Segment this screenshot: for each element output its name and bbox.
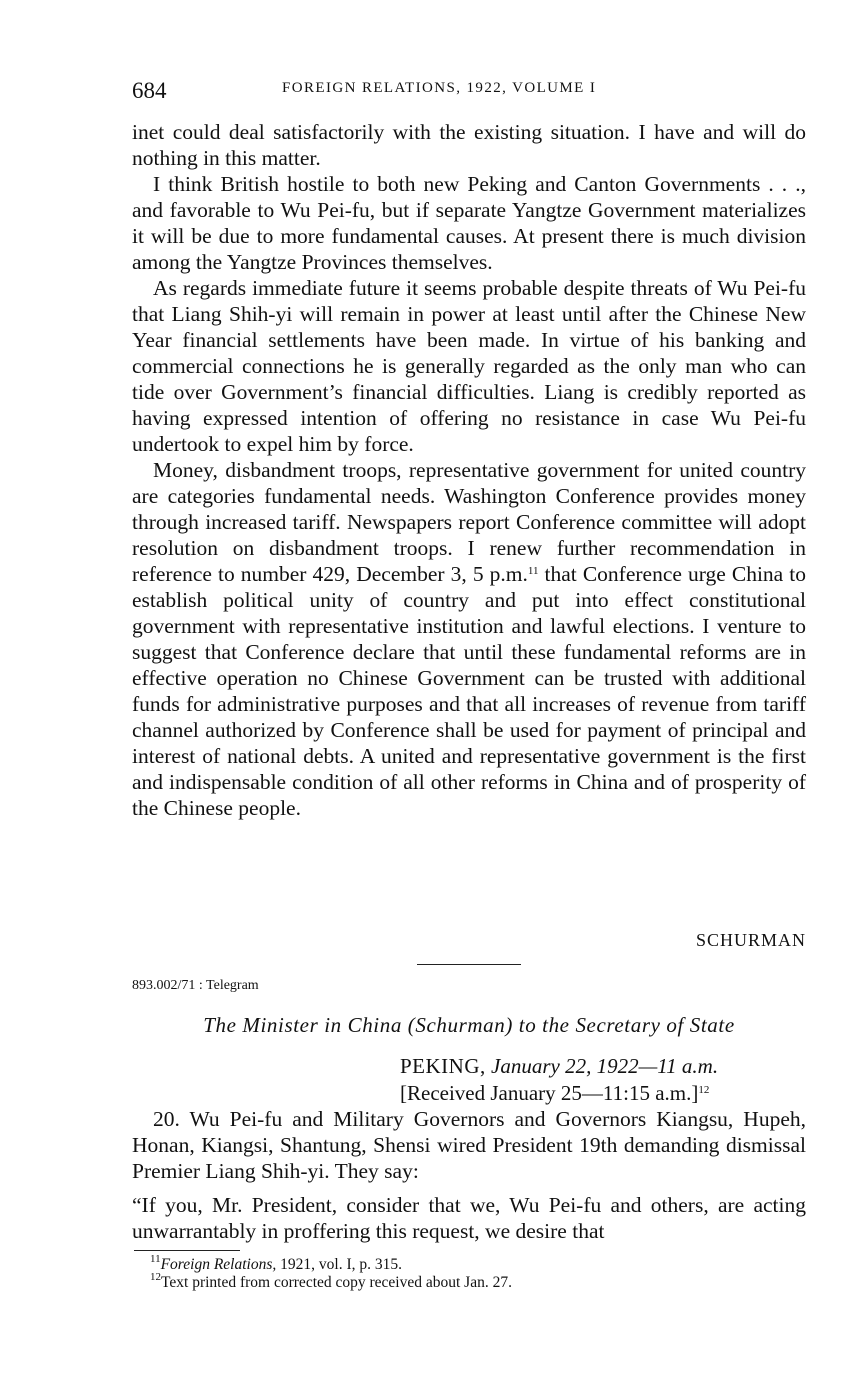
footnotes bbox=[150, 1253, 512, 1292]
paragraph-4-part-2: that Conference urge China to establish political unity of country and put into effect constitutional government with representative institution and lawful elections. I venture to suggest that Conference declare that until these fundamental reforms are in effective operation no Chinese Government can be trusted with additional funds for administrative purposes and that all increases of revenue from tariff channel authorized by Conference shall be used for payment of principal and interest of national debts. A united and representative government is the first and indispensable condition of all other reforms in China and of prosperity of the Chinese people. bbox=[132, 562, 806, 820]
dateline-date: January 22, 1922—11 a.m. bbox=[491, 1054, 719, 1078]
paragraph-4 bbox=[132, 457, 806, 821]
received-text: [Received January 25—11:15 a.m.] bbox=[400, 1081, 699, 1105]
footnote-marker: 12 bbox=[150, 1271, 161, 1283]
footnote-ref-11: 11 bbox=[527, 565, 539, 577]
page-number: 684 bbox=[132, 78, 167, 103]
footnote-12 bbox=[150, 1271, 512, 1292]
section-divider bbox=[417, 964, 521, 965]
footnote-ref-12: 12 bbox=[698, 1084, 710, 1096]
page-header bbox=[132, 78, 806, 108]
paragraph-2: I think British hostile to both new Peking and Canton Governments . . ., and favorable to Wu Pei-fu, but if separate Yangtze Government materializes it will be due to more fundamental causes. At present there is much division among the Yangtze Provinces themselves. bbox=[132, 172, 806, 274]
quoted-text: “If you, Mr. President, consider that we, Wu Pei-fu and others, are acting unwarrantably in proffering this request, we desire that bbox=[132, 1193, 806, 1243]
footnote-divider bbox=[134, 1250, 240, 1251]
document-title: The Minister in China (Schurman) to the Secretary of State bbox=[203, 1013, 735, 1037]
second-telegram-body bbox=[132, 1106, 806, 1244]
footnote-text: 1921, vol. I, p. 315. bbox=[276, 1256, 402, 1273]
file-reference: 893.002/71 : Telegram bbox=[132, 978, 259, 993]
telegram-body bbox=[132, 119, 806, 821]
footnote-11 bbox=[150, 1253, 512, 1274]
paragraph-4-part-1: Money, disbandment troops, representative government for united country are categories fundamental needs. Washington Conference provides money through increased tariff. Newspapers report Conference committee will adopt resolution on disbandment troops. I renew further recommendation in reference to number 429, December 3, 5 p.m. bbox=[132, 458, 806, 586]
paragraph-1: inet could deal satisfactorily with the existing situation. I have and will do nothing in this matter. bbox=[132, 120, 806, 170]
signature: SCHURMAN bbox=[695, 930, 806, 950]
paragraph-3: As regards immediate future it seems probable despite threats of Wu Pei-fu that Liang Shih-yi will remain in power at least until after the Chinese New Year financial settlements have been made. In virtue of his banking and commercial connections he is generally regarded as the only man who can tide over Government’s financial difficulties. Liang is credibly reported as having expressed intention of offering no resistance in case Wu Pei-fu undertook to expel him by force. bbox=[132, 276, 806, 456]
footnote-title: Foreign Relations, bbox=[160, 1256, 277, 1273]
running-title: FOREIGN RELATIONS, 1922, VOLUME I bbox=[282, 80, 597, 96]
second-paragraph-1: 20. Wu Pei-fu and Military Governors and Governors Kiangsu, Hupeh, Honan, Kiangsi, Shantung, Shensi wired President 19th demanding dismissal Premier Liang Shih-yi. They say: bbox=[132, 1107, 806, 1183]
dateline bbox=[400, 1054, 718, 1079]
footnote-text: Text printed from corrected copy received about Jan. 27. bbox=[161, 1274, 512, 1291]
footnote-marker: 11 bbox=[150, 1253, 161, 1265]
received-line bbox=[400, 1081, 709, 1106]
dateline-place: PEKING, bbox=[400, 1054, 486, 1078]
